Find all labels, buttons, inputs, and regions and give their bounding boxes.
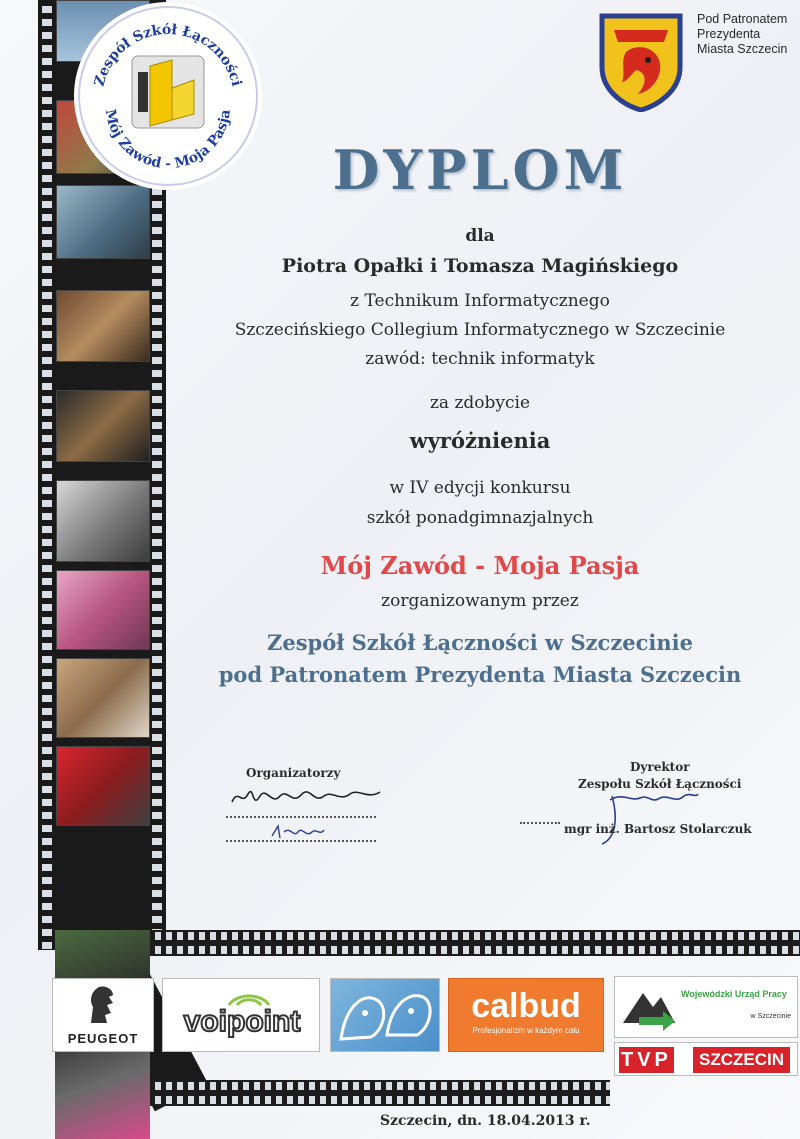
photo-frame: [56, 746, 150, 826]
photo-frame: [56, 185, 150, 259]
organized-by-label: zorganizowanym przez: [381, 591, 579, 611]
sponsor-art-logo: [330, 978, 440, 1052]
organizer-line-2: pod Patronatem Prezydenta Miasta Szczecin: [218, 662, 742, 687]
organizer-signature: [228, 782, 388, 814]
wup-line-1: Wojewódzki Urząd Pracy: [681, 989, 787, 999]
film-strip-horizontal: [150, 930, 800, 956]
faces-artwork-icon: [331, 979, 439, 1051]
edition: w IV edycji konkursu: [389, 478, 571, 498]
patronage-line: Prezydenta: [697, 27, 761, 41]
photo-frame: [56, 658, 150, 738]
patronage-label: [697, 12, 797, 57]
organizers-label: Organizatorzy: [246, 766, 341, 780]
calbud-label: calbud: [471, 987, 581, 1025]
signature-line: [520, 822, 560, 824]
photo-frame: [56, 570, 150, 650]
tvp-label: TVP: [621, 1049, 672, 1071]
svg-text:Zespół Szkół Łączności: Zespół Szkół Łączności: [91, 21, 245, 88]
director-school: Zespołu Szkół Łączności: [578, 777, 742, 791]
szczecin-crest-icon: [596, 12, 686, 112]
contest-name: Mój Zawód - Moja Pasja: [320, 551, 640, 580]
school-type: szkół ponadgimnazjalnych: [366, 508, 594, 528]
film-strip-horizontal: [150, 1080, 610, 1106]
calbud-tagline: Profesjonalizm w każdym calu: [472, 1026, 580, 1035]
peugeot-label: PEUGEOT: [67, 1031, 139, 1046]
director-name: mgr inż. Bartosz Stolarczuk: [564, 822, 752, 836]
organizer-signature-2: [268, 822, 328, 842]
recipients: Piotra Opałki i Tomasza Magińskiego: [281, 255, 679, 277]
school-line-1: z Technikum Informatycznego: [350, 291, 610, 311]
sponsor-voipoint: [162, 978, 320, 1052]
dla-label: dla: [465, 226, 495, 246]
tvp-city: SZCZECIN: [693, 1047, 790, 1073]
sponsor-wup: [614, 976, 798, 1038]
school-line-2: Szczecińskiego Collegium Informatycznego w Szczecinie: [234, 320, 726, 340]
photo-frame: [56, 290, 150, 362]
signature-line: [226, 840, 376, 842]
wup-line-2: w Szczecinie: [750, 1013, 791, 1020]
issue-date: Szczecin, dn. 18.04.2013 r.: [380, 1113, 591, 1129]
director-signature: [592, 788, 702, 848]
sponsor-peugeot: [52, 978, 154, 1052]
voipoint-label: voipoint: [183, 1005, 301, 1038]
photo-frame: [56, 480, 150, 562]
sponsor-calbud: [448, 978, 604, 1052]
profession: zawód: technik informatyk: [365, 349, 595, 369]
svg-text:Mój Zawód - Moja Pasja: Mój Zawód - Moja Pasja: [101, 107, 234, 172]
wup-arrow-icon: [619, 983, 679, 1033]
patronage-line: Pod Patronatem: [697, 12, 788, 26]
director-title: Dyrektor: [630, 760, 690, 774]
for-label: za zdobycie: [429, 393, 531, 413]
signature-line: [226, 816, 376, 818]
diploma-title: DYPLOM: [332, 138, 628, 202]
photo-frame: [56, 390, 150, 462]
peugeot-lion-icon: [83, 983, 123, 1027]
organizer-line-1: Zespół Szkół Łączności w Szczecinie: [267, 630, 693, 655]
award: wyróżnienia: [409, 428, 551, 453]
sponsor-tvp: [614, 1042, 798, 1076]
patronage-line: Miasta Szczecin: [697, 42, 788, 56]
